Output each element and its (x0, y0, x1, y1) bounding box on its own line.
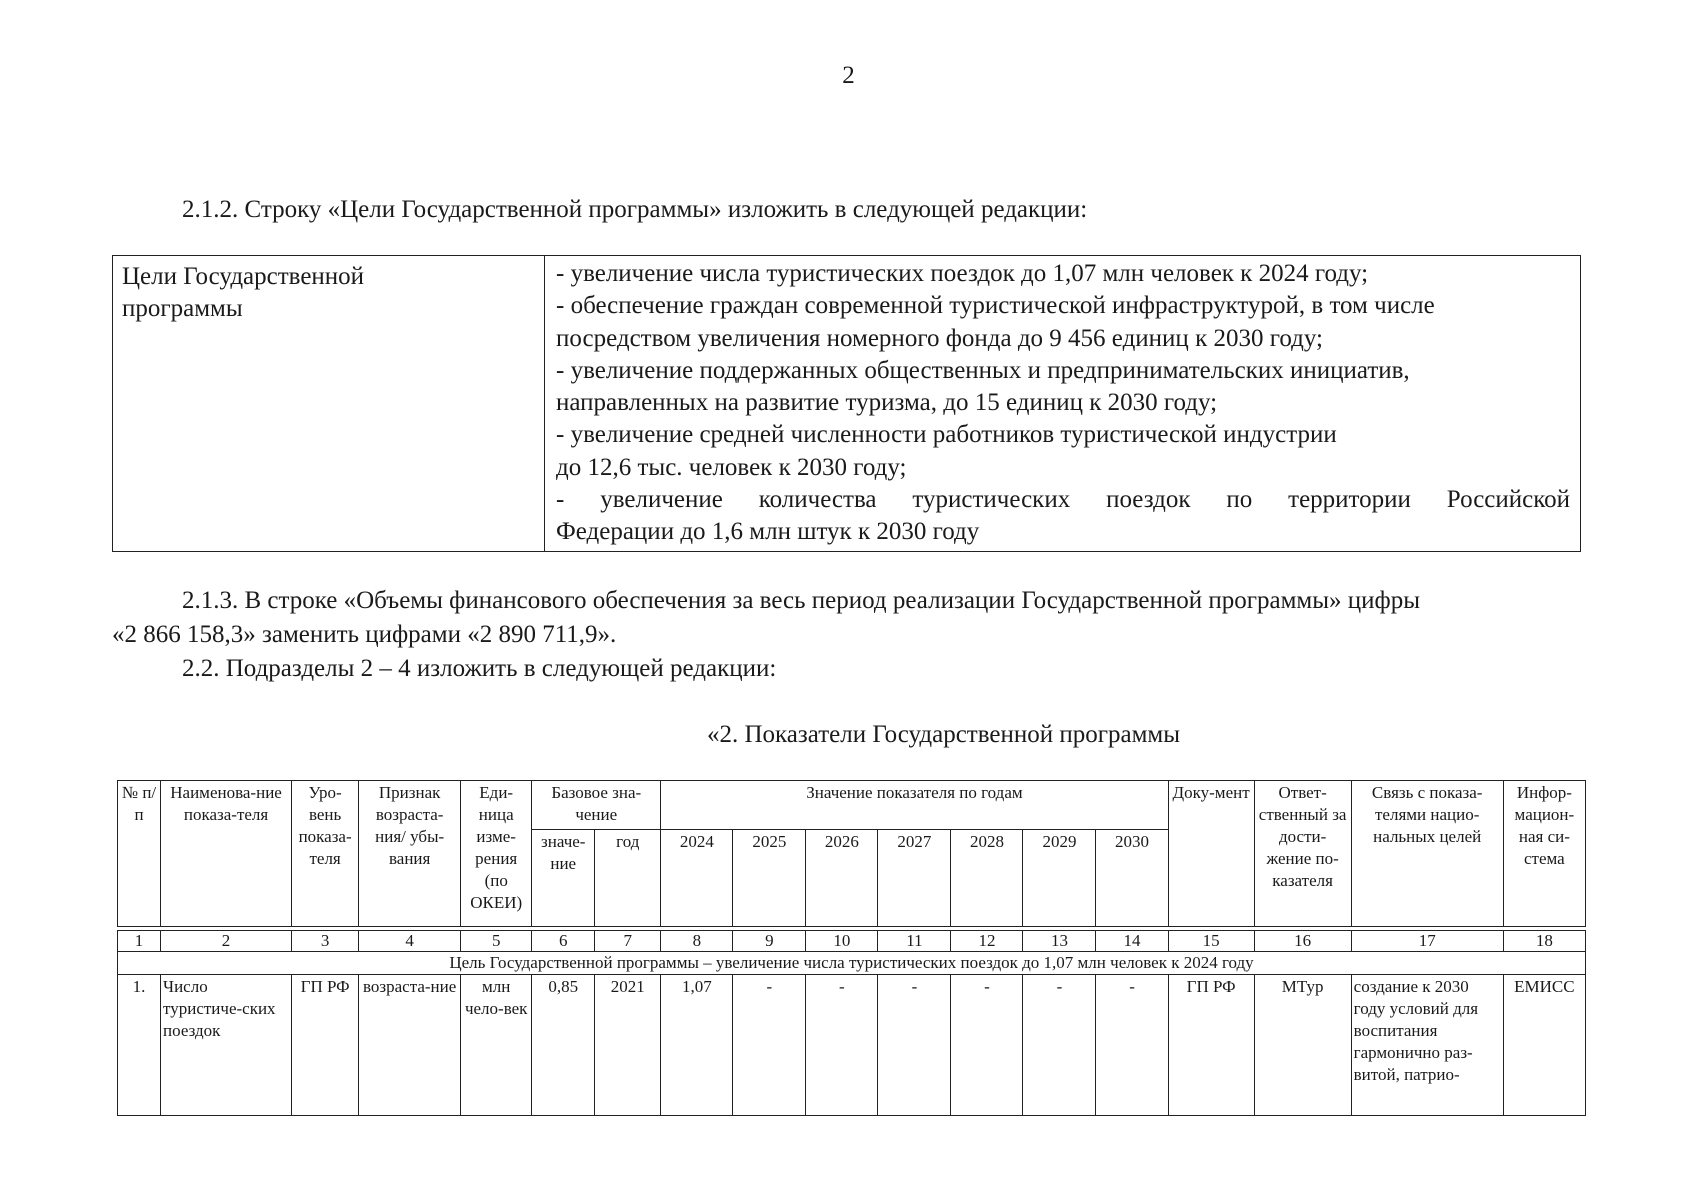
goals-table (112, 255, 1581, 552)
header-base-year: год (595, 830, 661, 927)
cell-base-year: 2021 (595, 975, 661, 1116)
header-row (118, 781, 1586, 830)
header-sign: Признак возраста-ния/ убы-вания (359, 781, 461, 927)
column-numbers-row (118, 931, 1586, 952)
goal-line: до 12,6 тыс. человек к 2030 году; (556, 453, 907, 481)
column-number: 16 (1254, 931, 1351, 952)
goal-row-cell: Цель Государственной программы – увеличение числа туристических поездок до 1,07 млн человек к 2024 году (118, 952, 1586, 975)
column-number: 18 (1503, 931, 1585, 952)
header-base: Базовое зна-чение (532, 781, 661, 830)
column-number: 2 (161, 931, 292, 952)
column-number: 15 (1168, 931, 1254, 952)
header-document: Доку-мент (1168, 781, 1254, 927)
header-year: 2025 (733, 830, 806, 927)
header-year: 2028 (951, 830, 1023, 927)
cell-level: ГП РФ (292, 975, 359, 1116)
goals-list-cell (556, 258, 1570, 549)
goal-line: - увеличение средней численности работников туристической индустрии (556, 421, 1337, 449)
goal-line: посредством увеличения номерного фонда до 9 456 единиц к 2030 году; (556, 324, 1323, 352)
cell-year-value: - (1096, 975, 1168, 1116)
header-unit: Еди-ница изме-рения (по ОКЕИ) (461, 781, 532, 927)
cell-num: 1. (118, 975, 161, 1116)
header-link: Связь с показа-телями нацио-нальных целей (1351, 781, 1503, 927)
table-row (118, 975, 1586, 1116)
column-number: 4 (359, 931, 461, 952)
goals-table-divider (544, 256, 545, 551)
cell-name: Число туристиче-ских поездок (161, 975, 292, 1116)
column-number: 12 (951, 931, 1023, 952)
cell-year-value: - (951, 975, 1023, 1116)
cell-year-value: - (806, 975, 878, 1116)
cell-base-value: 0,85 (532, 975, 595, 1116)
column-number: 6 (532, 931, 595, 952)
column-number: 17 (1351, 931, 1503, 952)
cell-year-value: - (1023, 975, 1096, 1116)
goal-line: - увеличение поддержанных общественных и предпринимательских инициатив, (556, 356, 1410, 384)
column-number: 3 (292, 931, 359, 952)
paragraph-2-1-2: 2.1.2. Строку «Цели Государственной программы» изложить в следующей редакции: (182, 196, 1088, 223)
column-number: 1 (118, 931, 161, 952)
column-number: 8 (661, 931, 733, 952)
cell-link: создание к 2030 году условий для воспитания гармонично раз-витой, патрио- (1351, 975, 1503, 1116)
cell-year-value: - (733, 975, 806, 1116)
column-number: 11 (878, 931, 951, 952)
column-number: 10 (806, 931, 878, 952)
goals-label-cell (122, 261, 364, 325)
section-title: «2. Показатели Государственной программы (706, 721, 1181, 748)
header-values-by-year: Значение показателя по годам (661, 781, 1168, 830)
cell-sign: возраста-ние (359, 975, 461, 1116)
cell-unit: млн чело-век (461, 975, 532, 1116)
header-num: № п/п (118, 781, 161, 927)
paragraph-2-2: 2.2. Подразделы 2 – 4 изложить в следующей редакции: (182, 655, 777, 682)
goal-line: - увеличение числа туристических поездок до 1,07 млн человек к 2024 году; (556, 260, 1369, 287)
goal-line: направленных на развитие туризма, до 15 единиц к 2030 году; (556, 389, 1218, 417)
header-year: 2026 (806, 830, 878, 927)
goal-row (118, 952, 1586, 975)
paragraph-2-1-3: 2.1.3. В строке «Объемы финансового обеспечения за весь период реализации Государственной программы» цифры (182, 587, 1421, 614)
cell-info-system: ЕМИСС (1503, 975, 1585, 1116)
header-responsible: Ответ-ственный за дости-жение по-казателя (1254, 781, 1351, 927)
cell-year-value: - (878, 975, 951, 1116)
header-year: 2024 (661, 830, 733, 927)
header-year: 2027 (878, 830, 951, 927)
column-number: 9 (733, 931, 806, 952)
goal-line: - увеличение количества туристических поездок по территории Российской (556, 486, 1570, 514)
header-base-value: значе-ние (532, 830, 595, 927)
page-number: 2 (842, 62, 855, 89)
column-number: 14 (1096, 931, 1168, 952)
indicators-table (117, 780, 1586, 1116)
column-number: 7 (595, 931, 661, 952)
goals-label-line: Цели Государственной (122, 263, 365, 290)
cell-document: ГП РФ (1168, 975, 1254, 1116)
goals-label-line: программы (122, 295, 243, 322)
column-number: 13 (1023, 931, 1096, 952)
column-number: 5 (461, 931, 532, 952)
header-year: 2029 (1023, 830, 1096, 927)
header-info-system: Инфор-мацион-ная си-стема (1503, 781, 1585, 927)
header-name: Наименова-ние показа-теля (161, 781, 292, 927)
header-level: Уро-вень показа-теля (292, 781, 359, 927)
header-year: 2030 (1096, 830, 1168, 927)
goal-line: - обеспечение граждан современной туристической инфраструктурой, в том числе (556, 292, 1435, 320)
cell-year-value: 1,07 (661, 975, 733, 1116)
cell-responsible: МТур (1254, 975, 1351, 1116)
paragraph-2-1-3-continued: «2 866 158,3» заменить цифрами «2 890 711,9». (112, 621, 617, 648)
goal-line: Федерации до 1,6 млн штук к 2030 году (556, 518, 980, 546)
